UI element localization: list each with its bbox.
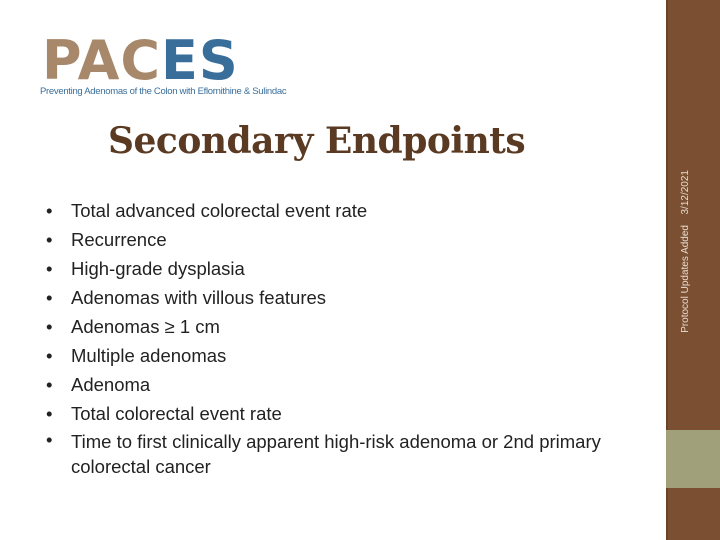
logo-tagline: Preventing Adenomas of the Colon with Eflornithine & Sulindac [40, 86, 287, 97]
logo-wordmark [42, 29, 239, 92]
sidebar-accent-band [666, 430, 720, 488]
paces-logo [40, 29, 287, 98]
list-item [46, 312, 646, 341]
list-item-text: High-grade dysplasia [71, 258, 245, 279]
slide-date: 3/12/2021 [680, 170, 691, 215]
bullet-icon: • [46, 316, 53, 337]
bullet-icon: • [46, 403, 53, 424]
bullet-icon: • [46, 229, 53, 250]
bullet-icon: • [46, 345, 53, 366]
list-item-text: Recurrence [71, 229, 167, 250]
list-item-text: Adenomas ≥ 1 cm [71, 316, 220, 337]
list-item [46, 370, 646, 399]
list-item-text: Adenoma [71, 374, 151, 395]
bullet-icon: • [46, 287, 53, 308]
list-item-text: Total colorectal event rate [71, 403, 282, 424]
slide-title: Secondary Endpoints [108, 120, 526, 162]
bullet-icon: • [46, 429, 53, 450]
list-item [46, 254, 646, 283]
list-item-text: Multiple adenomas [71, 345, 227, 366]
list-item [46, 399, 646, 428]
bullet-icon: • [46, 374, 53, 395]
bullet-icon: • [46, 258, 53, 279]
list-item [46, 225, 646, 254]
slide-footer: Protocol Updates Added [680, 225, 691, 333]
list-item [46, 428, 646, 479]
logo-wordmark-part2: ES [161, 29, 239, 92]
bullet-icon: • [46, 200, 53, 221]
logo-wordmark-part1: PAC [42, 29, 162, 92]
list-item [46, 341, 646, 370]
list-item [46, 283, 646, 312]
endpoint-list [46, 196, 646, 479]
list-item-text: Total advanced colorectal event rate [71, 200, 368, 221]
list-item-text: Adenomas with villous features [71, 287, 327, 308]
list-item [46, 196, 646, 225]
list-item-text: Time to first clinically apparent high-risk adenoma or 2nd primary colorectal cancer [71, 431, 601, 477]
